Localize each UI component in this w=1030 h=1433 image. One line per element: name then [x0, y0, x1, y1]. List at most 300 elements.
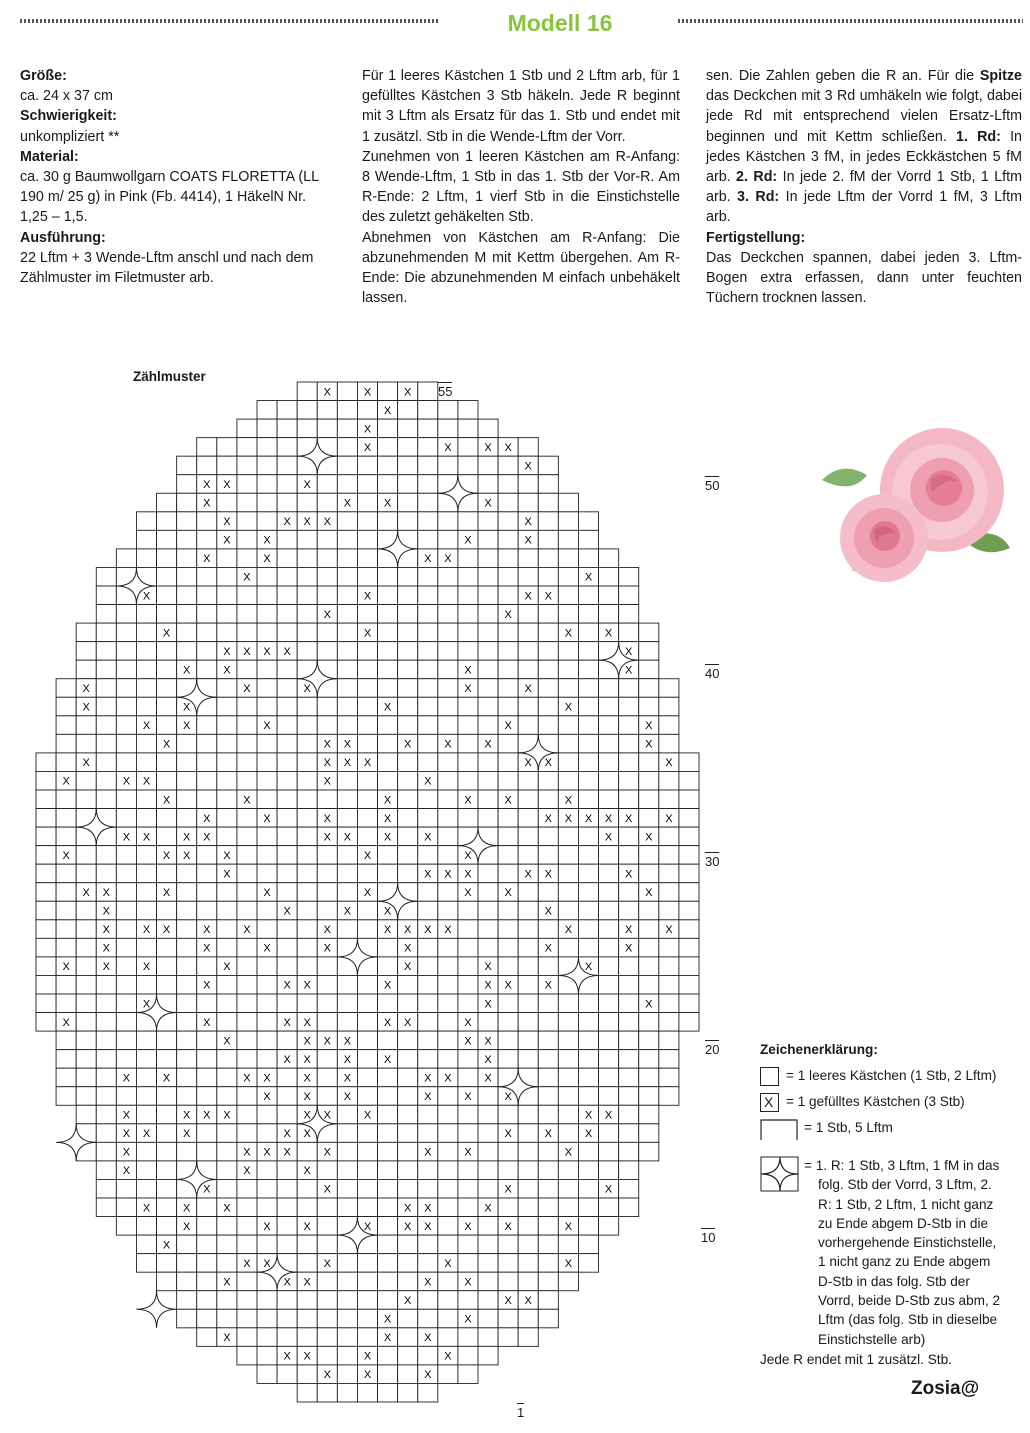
- chart-cell: [76, 1087, 96, 1106]
- chart-cell: [337, 382, 357, 401]
- chart-cell: [257, 1346, 277, 1365]
- chart-cell: [538, 827, 558, 846]
- chart-cell: [337, 679, 357, 698]
- filled-cell-mark: X: [504, 608, 512, 621]
- chart-cell: [538, 1291, 558, 1310]
- filled-cell-mark: X: [183, 701, 191, 714]
- chart-cell: [639, 697, 659, 716]
- chart-cell: [217, 493, 237, 512]
- chart-cell: [659, 864, 679, 883]
- chart-cell: [659, 679, 679, 698]
- chart-cell: [659, 716, 679, 735]
- chart-cell: [237, 456, 257, 475]
- chart-cell: [659, 1050, 679, 1069]
- chart-cell: [217, 883, 237, 902]
- chart-cell: [518, 938, 538, 957]
- chart-cell: [418, 716, 438, 735]
- filled-cell-mark: X: [464, 1313, 472, 1326]
- chart-cell: [237, 957, 257, 976]
- chart-cell: [518, 642, 538, 661]
- chart-cell: [398, 660, 418, 679]
- chart-cell: [357, 401, 377, 420]
- chart-cell: [398, 827, 418, 846]
- chart-cell: [157, 771, 177, 790]
- chart-cell: [518, 549, 538, 568]
- chart-cell: [518, 1124, 538, 1143]
- chart-cell: [378, 1161, 398, 1180]
- filled-cell-mark: X: [424, 1220, 432, 1233]
- chart-cell: [498, 734, 518, 753]
- chart-cell: [378, 938, 398, 957]
- chart-cell: [197, 1198, 217, 1217]
- chart-cell: [76, 660, 96, 679]
- filled-cell-mark: X: [203, 924, 211, 937]
- chart-cell: [398, 716, 418, 735]
- chart-cell: [478, 1272, 498, 1291]
- chart-cell: [378, 660, 398, 679]
- chart-cell: [217, 567, 237, 586]
- chart-cell: [538, 493, 558, 512]
- chart-cell: [257, 975, 277, 994]
- chart-cell: [56, 679, 76, 698]
- chart-cell: [398, 493, 418, 512]
- chart-cell: [257, 864, 277, 883]
- chart-cell: [458, 1291, 478, 1310]
- chart-cell: [478, 1328, 498, 1347]
- chart-cell: [518, 790, 538, 809]
- chart-cell: [578, 883, 598, 902]
- chart-cell: [217, 938, 237, 957]
- filled-cell-mark: X: [102, 942, 110, 955]
- spitze-text-1: sen. Die Zahlen geben die R an. Für die: [706, 68, 980, 84]
- chart-cell: [518, 1328, 538, 1347]
- chart-cell: [518, 957, 538, 976]
- chart-cell: [157, 567, 177, 586]
- filled-cell-mark: X: [363, 1369, 372, 1382]
- chart-cell: [398, 1383, 418, 1402]
- chart-cell: [116, 920, 136, 939]
- filled-cell-mark: X: [464, 1220, 472, 1233]
- chart-cell: [317, 1050, 337, 1069]
- chart-cell: [418, 642, 438, 661]
- chart-cell: [578, 512, 598, 531]
- chart-cell: [257, 994, 277, 1013]
- chart-cell: [177, 1291, 197, 1310]
- chart-cell: [398, 567, 418, 586]
- chart-cell: [177, 734, 197, 753]
- chart-cell: [357, 1309, 377, 1328]
- chart-cell: [277, 938, 297, 957]
- chart-cell: [398, 1050, 418, 1069]
- row-label-55: 55: [438, 384, 453, 399]
- chart-cell: [458, 1365, 478, 1384]
- chart-cell: [76, 957, 96, 976]
- chart-cell: [157, 938, 177, 957]
- chart-cell: [518, 1161, 538, 1180]
- chart-cell: [56, 753, 76, 772]
- chart-cell: [317, 716, 337, 735]
- chart-cell: [438, 1291, 458, 1310]
- chart-cell: [297, 586, 317, 605]
- chart-cell: [357, 1328, 377, 1347]
- chart-cell: [237, 1235, 257, 1254]
- filled-cell-mark: X: [363, 887, 372, 899]
- chart-cell: [418, 586, 438, 605]
- chart-cell: [277, 1179, 297, 1198]
- chart-cell: [498, 1161, 518, 1180]
- filled-cell-mark: X: [383, 1053, 392, 1066]
- chart-cell: [538, 475, 558, 494]
- chart-cell: [96, 716, 116, 735]
- chart-cell: [76, 901, 96, 920]
- chart-cell: [538, 883, 558, 902]
- chart-cell: [56, 697, 76, 716]
- filled-cell-mark: X: [404, 738, 412, 751]
- chart-cell: [438, 1031, 458, 1050]
- chart-cell: [378, 623, 398, 642]
- filled-cell-mark: X: [584, 571, 593, 584]
- chart-cell: [177, 957, 197, 976]
- filled-cell-mark: X: [524, 590, 532, 603]
- chart-cell: [237, 530, 257, 549]
- chart-cell: [679, 753, 699, 772]
- chart-cell: [478, 864, 498, 883]
- chart-cell: [96, 1013, 116, 1032]
- chart-cell: [558, 1031, 578, 1050]
- filled-cell-mark: X: [363, 757, 372, 770]
- chart-cell: [36, 864, 56, 883]
- chart-cell: [237, 1217, 257, 1236]
- filled-cell-mark: X: [424, 868, 432, 881]
- filled-cell-mark: X: [142, 998, 151, 1011]
- filled-cell-mark: X: [645, 831, 653, 844]
- chart-cell: [56, 938, 76, 957]
- chart-cell: [498, 901, 518, 920]
- filled-cell-mark: X: [303, 1350, 311, 1363]
- star-line-8: Vorrd, beide D-Stb zus abm, 2: [818, 1293, 1001, 1309]
- chart-cell: [177, 1272, 197, 1291]
- chart-cell: [438, 1179, 458, 1198]
- legend-filled-text: = 1 gefülltes Kästchen (3 Stb): [786, 1094, 965, 1109]
- chart-cell: [337, 1383, 357, 1402]
- chart-cell: [136, 697, 156, 716]
- chart-cell: [197, 957, 217, 976]
- filled-cell-mark: X: [544, 590, 552, 603]
- chart-cell: [438, 957, 458, 976]
- chart-cell: [96, 1142, 116, 1161]
- filled-cell-mark: X: [343, 757, 352, 770]
- chart-cell: [257, 753, 277, 772]
- filled-cell-mark: X: [323, 812, 331, 825]
- filled-cell-mark: X: [464, 664, 472, 677]
- chart-cell: [36, 809, 56, 828]
- chart-cell: [177, 642, 197, 661]
- chart-cell: [237, 883, 257, 902]
- filled-cell-mark: X: [283, 516, 291, 529]
- chart-cell: [197, 623, 217, 642]
- chart-cell: [518, 660, 538, 679]
- chart-cell: [217, 623, 237, 642]
- chart-cell: [619, 1105, 639, 1124]
- chart-cell: [36, 994, 56, 1013]
- filled-cell-mark: X: [263, 645, 271, 658]
- chart-cell: [297, 1309, 317, 1328]
- chart-cell: [418, 512, 438, 531]
- chart-cell: [578, 1254, 598, 1273]
- chart-cell: [599, 938, 619, 957]
- chart-cell: [599, 1124, 619, 1143]
- chart-cell: [337, 623, 357, 642]
- chart-cell: [237, 753, 257, 772]
- chart-cell: [76, 864, 96, 883]
- chart-cell: [558, 1272, 578, 1291]
- filled-cell-mark: X: [243, 1146, 251, 1159]
- chart-cell: [619, 734, 639, 753]
- chart-cell: [398, 994, 418, 1013]
- chart-cell: [619, 567, 639, 586]
- chart-cell: [36, 846, 56, 865]
- chart-cell: [398, 438, 418, 457]
- filled-cell-mark: X: [183, 1128, 191, 1141]
- filled-cell-mark: X: [504, 441, 512, 454]
- chart-cell: [197, 456, 217, 475]
- filled-cell-mark: X: [303, 1053, 311, 1066]
- chart-cell: [498, 1031, 518, 1050]
- chart-cell: [297, 846, 317, 865]
- chart-cell: [136, 1142, 156, 1161]
- chart-cell: [498, 938, 518, 957]
- chart-cell: [478, 697, 498, 716]
- filled-cell-mark: X: [283, 979, 291, 992]
- round-3-text: In jede Lftm der Vorrd 1 fM, 3 Lftm arb.: [706, 189, 1023, 226]
- chart-cell: [277, 493, 297, 512]
- chart-cell: [357, 716, 377, 735]
- chart-cell: [76, 1013, 96, 1032]
- chart-cell: [578, 1179, 598, 1198]
- chart-cell: [418, 1235, 438, 1254]
- chart-cell: [558, 660, 578, 679]
- chart-cell: [257, 846, 277, 865]
- chart-cell: [538, 567, 558, 586]
- chart-cell: [297, 827, 317, 846]
- chart-cell: [378, 1217, 398, 1236]
- chart-cell: [337, 1346, 357, 1365]
- chart-cell: [257, 605, 277, 624]
- chart-cell: [578, 790, 598, 809]
- chart-cell: [639, 1013, 659, 1032]
- chart-cell: [619, 586, 639, 605]
- filled-cell-mark: X: [183, 831, 191, 844]
- chart-cell: [438, 1124, 458, 1143]
- chart-cell: [438, 605, 458, 624]
- chart-cell: [136, 1087, 156, 1106]
- chart-cell: [418, 605, 438, 624]
- chart-cell: [578, 1217, 598, 1236]
- chart-cell: [438, 456, 458, 475]
- chart-cell: [398, 809, 418, 828]
- chart-cell: [277, 679, 297, 698]
- chart-cell: [96, 771, 116, 790]
- chart-cell: [237, 1050, 257, 1069]
- chart-cell: [56, 1087, 76, 1106]
- chart-cell: [337, 716, 357, 735]
- chart-cell: [518, 920, 538, 939]
- chart-cell: [337, 864, 357, 883]
- chart-cell: [498, 1050, 518, 1069]
- chart-cell: [619, 753, 639, 772]
- chart-cell: [398, 1179, 418, 1198]
- star-line-6: 1 nicht ganz zu Ende abgem: [818, 1254, 991, 1270]
- chart-cell: [418, 846, 438, 865]
- chart-cell: [599, 920, 619, 939]
- chart-cell: [578, 697, 598, 716]
- chart-cell: [157, 679, 177, 698]
- chart-cell: [217, 605, 237, 624]
- chart-cell: [317, 864, 337, 883]
- chart-cell: [357, 1087, 377, 1106]
- chart-cell: [357, 1272, 377, 1291]
- chart-cell: [679, 975, 699, 994]
- chart-cell: [277, 1161, 297, 1180]
- chart-cell: [418, 1291, 438, 1310]
- chart-cell: [398, 623, 418, 642]
- chart-cell: [277, 846, 297, 865]
- chart-cell: [599, 679, 619, 698]
- row-label-10: 10: [701, 1230, 716, 1245]
- chart-cell: [599, 697, 619, 716]
- chart-cell: [438, 586, 458, 605]
- chart-cell: [398, 975, 418, 994]
- chart-cell: [378, 771, 398, 790]
- chart-cell: [357, 1142, 377, 1161]
- round-3-label: 3. Rd:: [737, 189, 780, 206]
- chart-cell: [337, 809, 357, 828]
- chart-cell: [257, 1309, 277, 1328]
- chart-cell: [398, 753, 418, 772]
- chart-cell: [277, 920, 297, 939]
- chart-cell: [498, 771, 518, 790]
- filled-cell-mark: X: [424, 1146, 432, 1159]
- filled-cell-mark: X: [223, 1332, 231, 1345]
- chart-cell: [538, 957, 558, 976]
- para-zunehmen: Zunehmen von 1 leeren Kästchen am R-Anfang: 8 Wende-Lftm, 1 Stb in das 1. Stb der Vor-R. Am R-Ende: 2 Lftm, 1 vierf Stb in die Einstichstelle des zuletzt gehäkelten Stb.: [362, 148, 680, 226]
- chart-cell: [679, 827, 699, 846]
- filled-cell-mark: X: [564, 1220, 573, 1233]
- chart-cell: [619, 994, 639, 1013]
- chart-cell: [478, 1105, 498, 1124]
- chart-cell: [438, 419, 458, 438]
- chart-cell: [217, 753, 237, 772]
- chart-cell: [237, 438, 257, 457]
- chart-cell: [538, 512, 558, 531]
- filled-cell-mark: X: [363, 1350, 372, 1363]
- chart-cell: [217, 809, 237, 828]
- chart-cell: [378, 994, 398, 1013]
- chart-cell: [237, 938, 257, 957]
- chart-cell: [478, 1124, 498, 1143]
- filled-cell-mark: X: [62, 1016, 70, 1029]
- chart-cell: [297, 994, 317, 1013]
- chart-cell: [378, 846, 398, 865]
- filled-cell-mark: X: [484, 1053, 492, 1066]
- filled-cell-mark: X: [504, 794, 512, 807]
- chart-cell: [578, 530, 598, 549]
- chart-cell: [337, 1291, 357, 1310]
- filled-cell-mark: X: [203, 831, 211, 844]
- chart-cell: [136, 809, 156, 828]
- chart-cell: [558, 1068, 578, 1087]
- filled-cell-mark: X: [82, 701, 90, 714]
- chart-cell: [197, 864, 217, 883]
- chart-cell: [116, 1087, 136, 1106]
- chart-cell: [277, 456, 297, 475]
- chart-cell: [458, 771, 478, 790]
- chart-cell: [257, 1291, 277, 1310]
- chart-cell: [96, 1050, 116, 1069]
- chart-cell: [478, 883, 498, 902]
- filled-cell-mark: X: [82, 887, 90, 899]
- chart-cell: [378, 456, 398, 475]
- chart-cell: [578, 734, 598, 753]
- chart-cell: [297, 1291, 317, 1310]
- chart-cell: [679, 864, 699, 883]
- chart-cell: [297, 623, 317, 642]
- chart-cell: [157, 1031, 177, 1050]
- filled-cell-mark: X: [604, 831, 613, 844]
- chart-cell: [378, 1124, 398, 1143]
- filled-cell-mark: X: [524, 683, 532, 695]
- chart-cell: [197, 1309, 217, 1328]
- chart-cell: [237, 623, 257, 642]
- chart-cell: [398, 1309, 418, 1328]
- filled-cell-mark: X: [464, 683, 472, 695]
- chart-cell: [599, 771, 619, 790]
- chart-cell: [458, 1161, 478, 1180]
- chart-cell: [478, 549, 498, 568]
- chart-cell: [277, 771, 297, 790]
- filled-cell-mark: X: [625, 645, 633, 658]
- chart-title: Zählmuster: [133, 369, 206, 384]
- chart-cell: [639, 771, 659, 790]
- filled-cell-mark: X: [604, 812, 613, 825]
- chart-cell: [378, 567, 398, 586]
- chart-cell: [297, 864, 317, 883]
- chart-cell: [478, 512, 498, 531]
- filled-cell-mark: X: [584, 961, 593, 974]
- chart-cell: [217, 827, 237, 846]
- chart-cell: [538, 771, 558, 790]
- filled-cell-mark: X: [263, 1146, 271, 1159]
- chart-cell: [418, 790, 438, 809]
- filled-cell-mark: X: [303, 1165, 311, 1178]
- chart-cell: [96, 623, 116, 642]
- chart-cell: [237, 419, 257, 438]
- chart-cell: [217, 438, 237, 457]
- chart-cell: [398, 605, 418, 624]
- chart-cell: [438, 1328, 458, 1347]
- chart-cell: [357, 827, 377, 846]
- chart-cell: [197, 586, 217, 605]
- chart-cell: [337, 1328, 357, 1347]
- chart-cell: [659, 957, 679, 976]
- chart-cell: [116, 605, 136, 624]
- filled-cell-mark: X: [263, 720, 271, 733]
- chart-cell: [157, 1050, 177, 1069]
- chart-cell: [518, 846, 538, 865]
- chart-cell: [639, 1087, 659, 1106]
- chart-cell: [458, 401, 478, 420]
- chart-cell: [76, 790, 96, 809]
